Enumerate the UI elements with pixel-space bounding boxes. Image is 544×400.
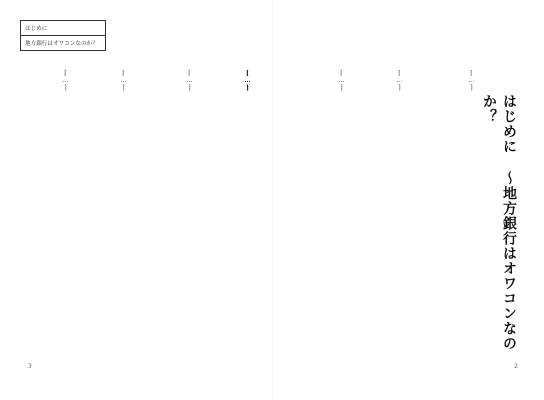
chapter-heading: 〜地方銀行はオワコンなのか？: [481, 94, 517, 351]
page-number: 3: [28, 363, 32, 370]
running-head-label: はじめに: [21, 21, 105, 36]
chapter-label: はじめに: [501, 94, 517, 154]
paragraph: […]: [338, 70, 345, 92]
chapter-title: [479, 94, 519, 364]
paragraph: […]: [186, 70, 193, 92]
running-head-box: [20, 20, 106, 51]
paragraph: […]: [62, 70, 69, 92]
paragraph: […]: [244, 70, 251, 92]
page-number: 2: [514, 363, 518, 370]
page-right: [272, 0, 544, 400]
running-head-subtitle: 地方銀行はオワコンなのか？: [25, 41, 98, 47]
paragraph: […]: [396, 70, 403, 92]
paragraph: […]: [120, 70, 127, 92]
paragraph: […]: [468, 70, 475, 92]
